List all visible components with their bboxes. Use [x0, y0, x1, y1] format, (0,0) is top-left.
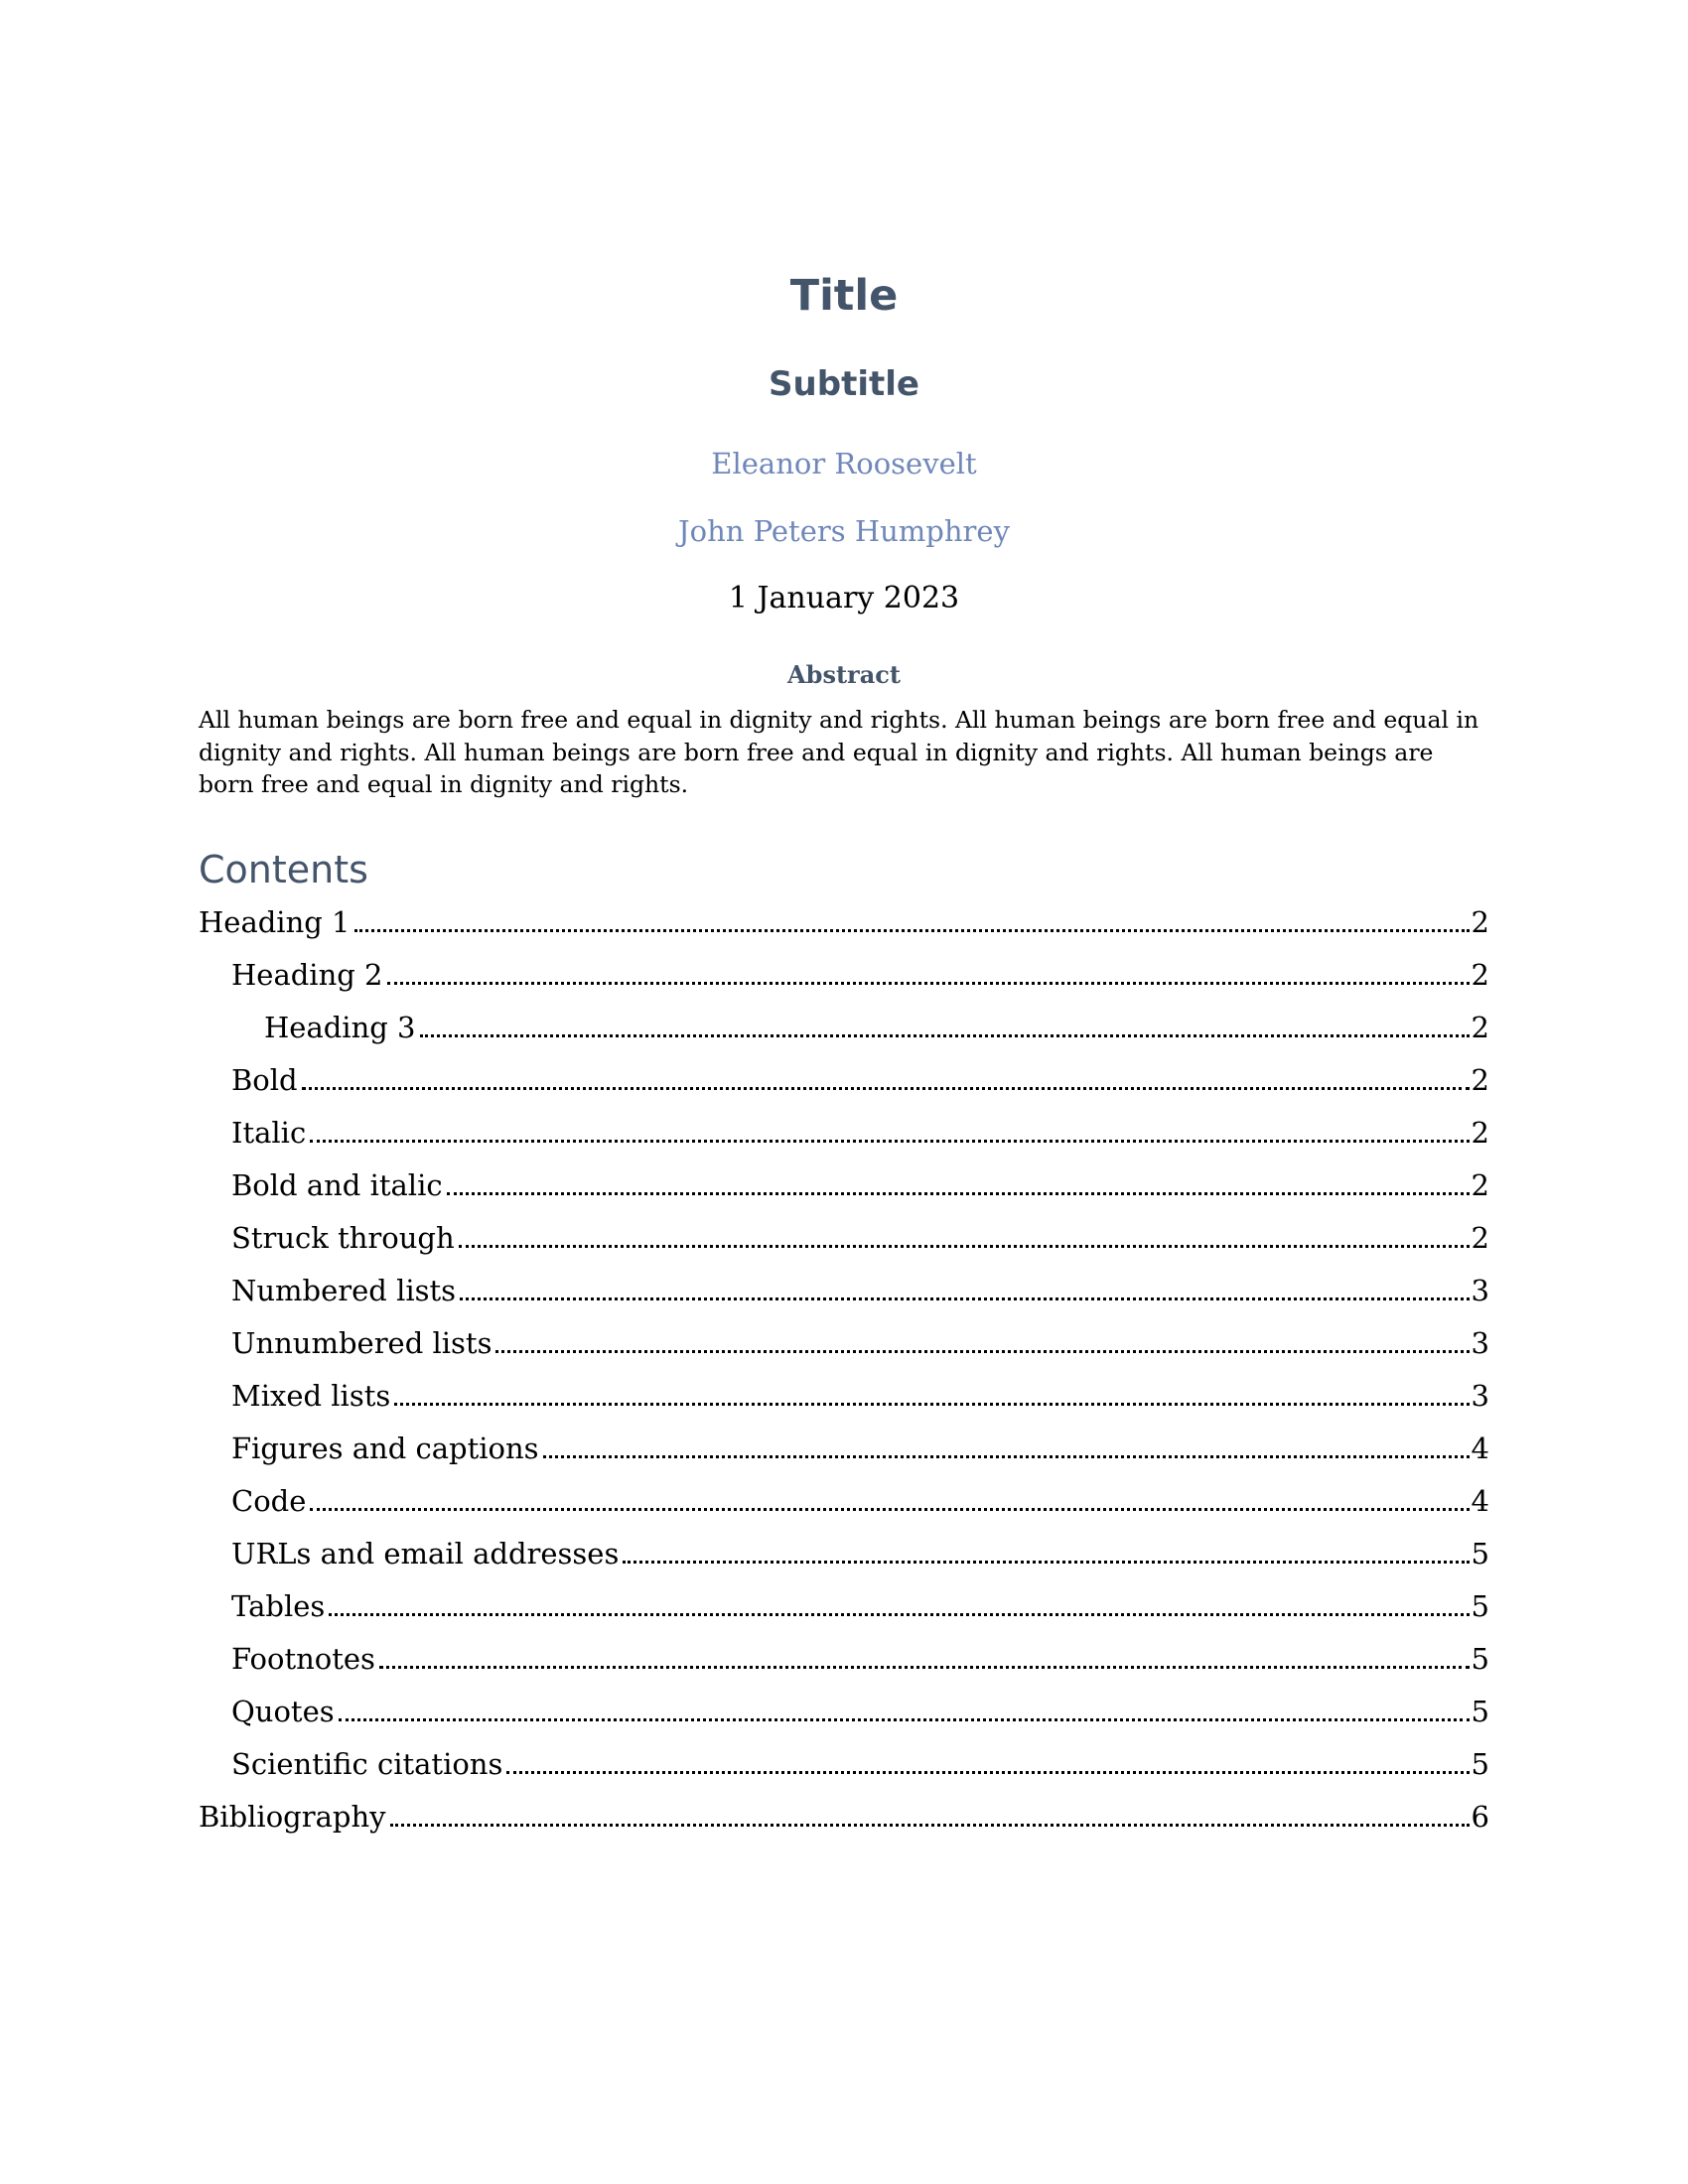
toc-entry[interactable] [199, 1527, 1489, 1579]
toc-dot-leader [495, 1350, 1469, 1353]
toc-entry[interactable] [199, 1211, 1489, 1264]
toc-page-number[interactable]: 5 [1471, 1641, 1489, 1676]
toc-entry-label[interactable]: Heading 2 [231, 957, 383, 992]
toc-entry[interactable] [199, 1316, 1489, 1369]
toc-dot-leader [447, 1192, 1470, 1195]
toc-entry-label[interactable]: Scientific citations [231, 1746, 503, 1781]
toc-entry[interactable] [199, 1474, 1489, 1527]
document-page [199, 0, 1489, 2184]
toc-page-number[interactable]: 5 [1471, 1746, 1489, 1781]
toc-dot-leader [379, 1666, 1470, 1669]
toc-entry[interactable] [199, 1685, 1489, 1737]
toc-entry-label[interactable]: Numbered lists [231, 1273, 457, 1307]
toc-entry[interactable] [199, 1790, 1489, 1843]
toc-page-number[interactable]: 6 [1471, 1799, 1489, 1834]
toc-entry[interactable] [199, 1422, 1489, 1474]
toc-dot-leader [543, 1455, 1470, 1458]
toc-entry[interactable] [199, 1579, 1489, 1632]
toc-entry-label[interactable]: URLs and email addresses [231, 1536, 620, 1570]
document-subtitle: Subtitle [769, 364, 919, 404]
document-title: Title [789, 271, 899, 321]
toc-dot-leader [339, 1718, 1470, 1721]
toc-entry[interactable] [199, 948, 1489, 1001]
toc-entry[interactable] [199, 1369, 1489, 1422]
toc-entry[interactable] [199, 895, 1489, 948]
toc-entry-label[interactable]: Bold [231, 1062, 298, 1097]
toc-entry[interactable] [199, 1737, 1489, 1790]
toc-dot-leader [387, 982, 1470, 985]
toc-entry-label[interactable]: Footnotes [231, 1641, 375, 1676]
toc-page-number[interactable]: 5 [1471, 1694, 1489, 1728]
toc-page-number[interactable]: 2 [1471, 1115, 1489, 1150]
toc-dot-leader [329, 1613, 1469, 1616]
toc-page-number[interactable]: 4 [1471, 1483, 1489, 1518]
toc-entry-label[interactable]: Heading 3 [264, 1010, 416, 1044]
toc-entry-label[interactable]: Figures and captions [231, 1431, 539, 1465]
toc-entry-label[interactable]: Bold and italic [231, 1167, 443, 1202]
toc-entry[interactable] [199, 1001, 1489, 1053]
toc-dot-leader [623, 1561, 1469, 1564]
toc-page-number[interactable]: 5 [1471, 1588, 1489, 1623]
toc-dot-leader [354, 929, 1470, 932]
toc-page-number[interactable]: 2 [1471, 957, 1489, 992]
toc-dot-leader [310, 1508, 1469, 1511]
contents-heading: Contents [199, 848, 368, 891]
toc-dot-leader [302, 1087, 1470, 1090]
toc-dot-leader [390, 1824, 1470, 1827]
toc-dot-leader [420, 1034, 1470, 1037]
toc-dot-leader [310, 1140, 1469, 1143]
toc-page-number[interactable]: 3 [1471, 1378, 1489, 1413]
toc-dot-leader [459, 1245, 1470, 1248]
toc-entry-label[interactable]: Heading 1 [199, 904, 351, 939]
toc-page-number[interactable]: 2 [1471, 1062, 1489, 1097]
toc-dot-leader [460, 1297, 1469, 1300]
toc-entry-label[interactable]: Tables [231, 1588, 326, 1623]
toc-entry-label[interactable]: Struck through [231, 1220, 455, 1255]
toc-page-number[interactable]: 4 [1471, 1431, 1489, 1465]
toc-entry[interactable] [199, 1159, 1489, 1211]
document-date: 1 January 2023 [728, 581, 960, 615]
toc-entry-label[interactable]: Bibliography [199, 1799, 386, 1834]
author-name: John Peters Humphrey [678, 514, 1010, 548]
toc-entry[interactable] [199, 1632, 1489, 1685]
table-of-contents [199, 895, 1489, 1843]
toc-page-number[interactable]: 2 [1471, 1010, 1489, 1044]
toc-entry-label[interactable]: Unnumbered lists [231, 1325, 492, 1360]
toc-page-number[interactable]: 3 [1471, 1273, 1489, 1307]
toc-entry-label[interactable]: Italic [231, 1115, 307, 1150]
abstract-text: All human beings are born free and equal in dignity and rights. All human beings are born free and equal in dignity and rights. All human beings are born free and equal in dignity and rights. All human beings are born free and equal in dignity and rights. [199, 706, 1479, 798]
toc-dot-leader [506, 1771, 1469, 1774]
toc-entry-label[interactable]: Mixed lists [231, 1378, 391, 1413]
toc-page-number[interactable]: 2 [1471, 904, 1489, 939]
toc-dot-leader [394, 1403, 1469, 1406]
toc-page-number[interactable]: 2 [1471, 1220, 1489, 1255]
abstract-heading: Abstract [787, 660, 901, 689]
toc-page-number[interactable]: 2 [1471, 1167, 1489, 1202]
toc-page-number[interactable]: 5 [1471, 1536, 1489, 1570]
toc-entry[interactable] [199, 1106, 1489, 1159]
toc-entry[interactable] [199, 1053, 1489, 1106]
toc-page-number[interactable]: 3 [1471, 1325, 1489, 1360]
toc-entry[interactable] [199, 1264, 1489, 1316]
author-name: Eleanor Roosevelt [711, 447, 977, 480]
toc-entry-label[interactable]: Quotes [231, 1694, 335, 1728]
toc-entry-label[interactable]: Code [231, 1483, 307, 1518]
